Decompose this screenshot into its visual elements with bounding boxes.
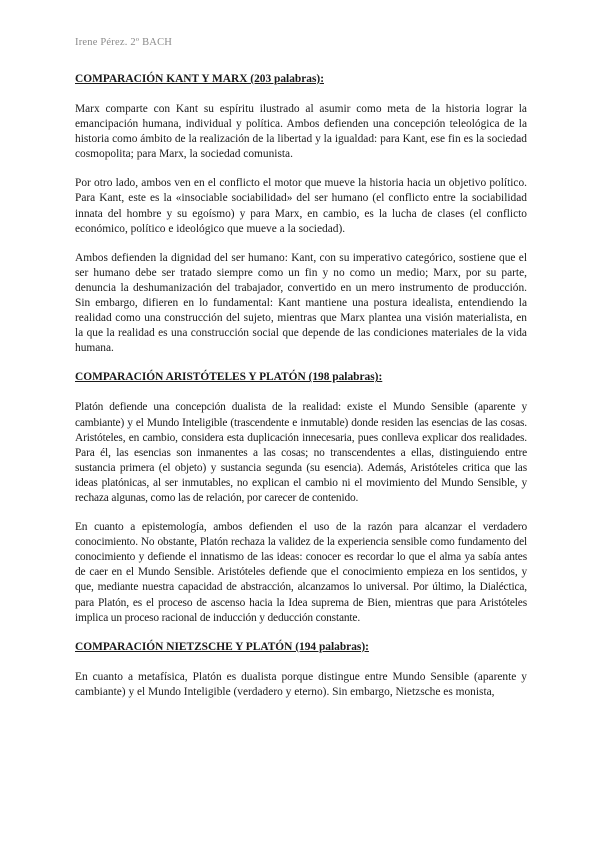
paragraph: Platón defiende una concepción dualista de la realidad: existe el Mundo Sensible (aparente y cambiante) y el Mundo Inteligible (trascendente e inmutable) donde residen las esencias de las cosas. Aristóteles, en cambio, considera esta duplicación innecesaria, pues conlleva explicar dos realidades. Para él, las esencias son inmanentes a las cosas; no transcendentes a ellas, distinguiendo entre sustancia primera (el objeto) y sustancia segunda (su esencia). Además, Aristóteles critica que las ideas platónicas, al ser inmutables, no explican el cambio ni el movimiento del Mundo Sensible, y rechaza algunas, como las de relación, por carecer de contenido. (75, 401, 527, 504)
paragraph: En cuanto a epistemología, ambos defienden el uso de la razón para alcanzar el verdadero conocimiento. No obstante, Platón rechaza la validez de la experiencia sensible como fundamento del conocimiento y defiende el innatismo de las ideas: conocer es recordar lo que el alma ya sabía antes de caer en el Mundo Sensible. Aristóteles defiende que el conocimiento empieza en los sentidos, y que, mediante nuestra capacidad de abstracción, alcanzamos lo universal. Por último, la Dialéctica, para Platón, es el proceso de ascenso hacia la Idea suprema de Bien, mientras que para Aristóteles implica un proceso racional de inducción y deducción constante. (75, 521, 527, 624)
section-nietzsche-platon (75, 640, 527, 700)
section-aristoteles-platon (75, 370, 527, 625)
paragraph: Ambos defienden la dignidad del ser humano: Kant, con su imperativo categórico, sostiene que el ser humano debe ser tratado siempre como un fin y no como un medio; Marx, por su parte, denuncia la deshumanización del trabajador, convertido en un mero instrumento de producción. Sin embargo, difieren en lo fundamental: Kant mantiene una postura idealista, entendiendo la realidad como una construcción del sujeto, mientras que Marx plantea una visión materialista, en la que la realidad es una construcción social que depende de las condiciones materiales de la vida humana. (75, 251, 527, 355)
section-title: COMPARACIÓN NIETZSCHE Y PLATÓN (194 palabras): (75, 640, 369, 653)
document-body (75, 72, 527, 714)
paragraph: Marx comparte con Kant su espíritu ilustrado al asumir como meta de la historia lograr la emancipación humana, individual y política. Ambos defienden una concepción teleológica de la historia como ámbito de la realización de la libertad y la igualdad: para Kant, ese fin es la sociedad cosmopolita; para Marx, la sociedad comunista. (75, 103, 527, 161)
section-title: COMPARACIÓN KANT Y MARX (203 palabras): (75, 73, 324, 85)
paragraph: En cuanto a metafísica, Platón es dualista porque distingue entre Mundo Sensible (aparente y cambiante) y el Mundo Inteligible (verdadero y eterno). Sin embargo, Nietzsche es monista, (75, 670, 527, 698)
section-title: COMPARACIÓN ARISTÓTELES Y PLATÓN (198 palabras): (75, 371, 383, 384)
paragraph: Por otro lado, ambos ven en el conflicto el motor que mueve la historia hacia un objetivo político. Para Kant, este es la «insociable sociabilidad» del ser humano (el conflicto entre la sociabilidad innata del hombre y su egoísmo) y para Marx, en cambio, es la lucha de clases (el conflicto económico, político e ideológico que mueve a la sociedad). (75, 177, 527, 235)
page-header: Irene Pérez. 2º BACH (75, 37, 173, 48)
section-kant-marx (75, 72, 527, 356)
